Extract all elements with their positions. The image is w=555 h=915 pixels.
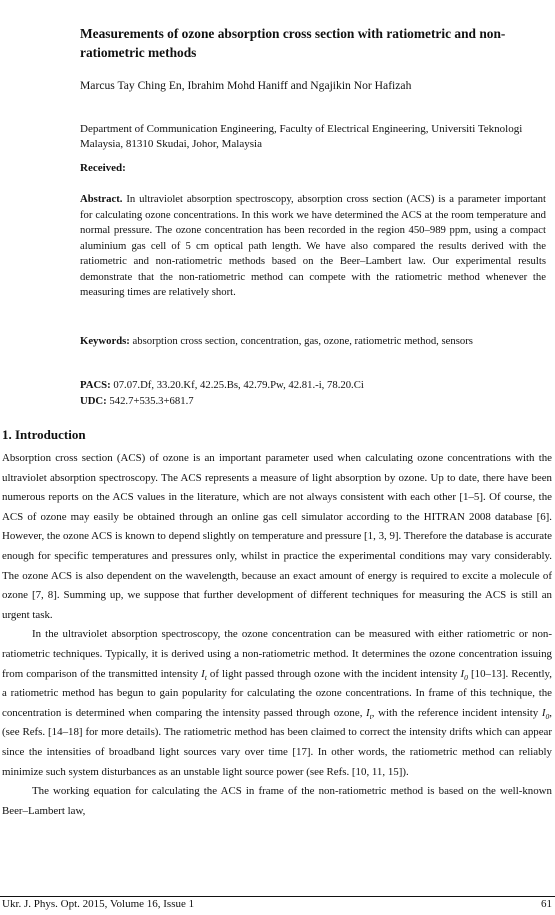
symbol-intensity: $I_t$ bbox=[201, 667, 207, 682]
classification-codes bbox=[80, 378, 546, 409]
pacs-label: PACS: bbox=[80, 379, 111, 391]
abstract-label: Abstract. bbox=[80, 193, 123, 205]
received-label: Received: bbox=[80, 162, 126, 174]
page-number: 61 bbox=[541, 898, 552, 910]
abstract-text: In ultraviolet absorption spectroscopy, absorption cross section (ACS) is a parameter important for calculating ozone concentrations. In this work we have determined the ACS at the room temperature and normal pressure. The ozone concentration has been recorded in the region 450–989 ppm, using a compact aluminium gas cell of 5 cm optical path length. We have also compared the results derived with the ratiometric and non-ratiometric methods based on the Beer–Lambert law. Our experimental results demonstrate that the non-ratiometric method can compete with the ratiometric method whenever the measuring times are relatively short. bbox=[80, 193, 546, 298]
page-footer bbox=[2, 898, 552, 910]
keywords bbox=[80, 334, 546, 350]
section-heading: 1. Introduction bbox=[2, 427, 86, 442]
paragraph-3: The working equation for calculating the ACS in frame of the non-ratiometric method is based on the well-known Beer–Lambert law, bbox=[2, 785, 552, 817]
pacs-text: 07.07.Df, 33.20.Kf, 42.25.Bs, 42.79.Pw, 42.81.-i, 78.20.Ci bbox=[110, 379, 364, 391]
paragraph-1: Absorption cross section (ACS) of ozone is an important parameter used when calculating ozone concentrations with the ultraviolet absorption spectroscopy. The ACS represents a measure of light absorption by ozone. Up to date, there have been numerous reports on the ACS values in the literature, which are not always consistent with each other [1–5]. Of course, the ACS of ozone may easily be obtained through an online gas cell simulator according to the HITRAN 2008 database [6]. However, the ozone ACS is known to depend slightly on temperature and pressure [1, 3, 9]. Therefore the database is accurate enough for specific temperatures and pressures only, whilst in practice the experimental conditions may vary considerably. The ozone ACS is also dependent on the wavelength, because an exact amount of energy is required to excite a molecule of ozone [7, 8]. Summing up, we suppose that further development of different techniques for measuring the ACS is still an urgent task. bbox=[2, 452, 552, 621]
journal-citation: Ukr. J. Phys. Opt. 2015, Volume 16, Issue 1 bbox=[2, 898, 195, 910]
symbol-intensity: $I_0$ bbox=[460, 667, 468, 682]
footer-rule bbox=[0, 896, 555, 897]
pacs-line bbox=[80, 378, 546, 394]
article-title: Measurements of ozone absorption cross section with ratiometric and non-ratiometric methods bbox=[80, 26, 506, 60]
udc-text: 542.7+535.3+681.7 bbox=[106, 394, 194, 407]
abstract bbox=[80, 192, 546, 301]
affiliation: Department of Communication Engineering, Faculty of Electrical Engineering, Universiti Teknologi Malaysia, 81310 Skudai, Johor, Malaysia bbox=[80, 123, 523, 150]
symbol-intensity: $I_0$ bbox=[541, 706, 550, 721]
udc-label: UDC: bbox=[80, 394, 107, 407]
udc-line bbox=[80, 394, 546, 410]
keywords-text: absorption cross section, concentration, gas, ozone, ratiometric method, sensors bbox=[129, 335, 473, 347]
paragraph-2: In the ultraviolet absorption spectroscopy, the ozone concentration can be measured with either ratiometric or non-ratiometric techniques. Typically, it is derived using a non-ratiometric method. It determines the ozone concentration issuing from comparison of the transmitted intensity $I_t$ of light passed through ozone with the incident intensity $I_0$ [10–13]. Recently, a ratiometric method has begun to gain popularity for calculating the ozone concentrations. In frame of this technique, the concentration is determined when comparing the intensity passed through ozone, $I_t$, with the reference incident intensity $I_0$, (see Refs. [14–18] for more details). The ratiometric method has been claimed to correct the intensity drifts which can appear since the intensities of broadband light sources vary over time [17]. In other words, the ratiometric method can reliably minimize such system disturbances as an unstable light source power (see Refs. [10, 11, 15]). bbox=[2, 628, 552, 778]
symbol-intensity: $I_t$ bbox=[366, 706, 372, 721]
body-text bbox=[2, 449, 552, 821]
authors: Marcus Tay Ching En, Ibrahim Mohd Haniff and Ngajikin Nor Hafizah bbox=[80, 79, 412, 92]
keywords-label: Keywords: bbox=[80, 335, 130, 347]
